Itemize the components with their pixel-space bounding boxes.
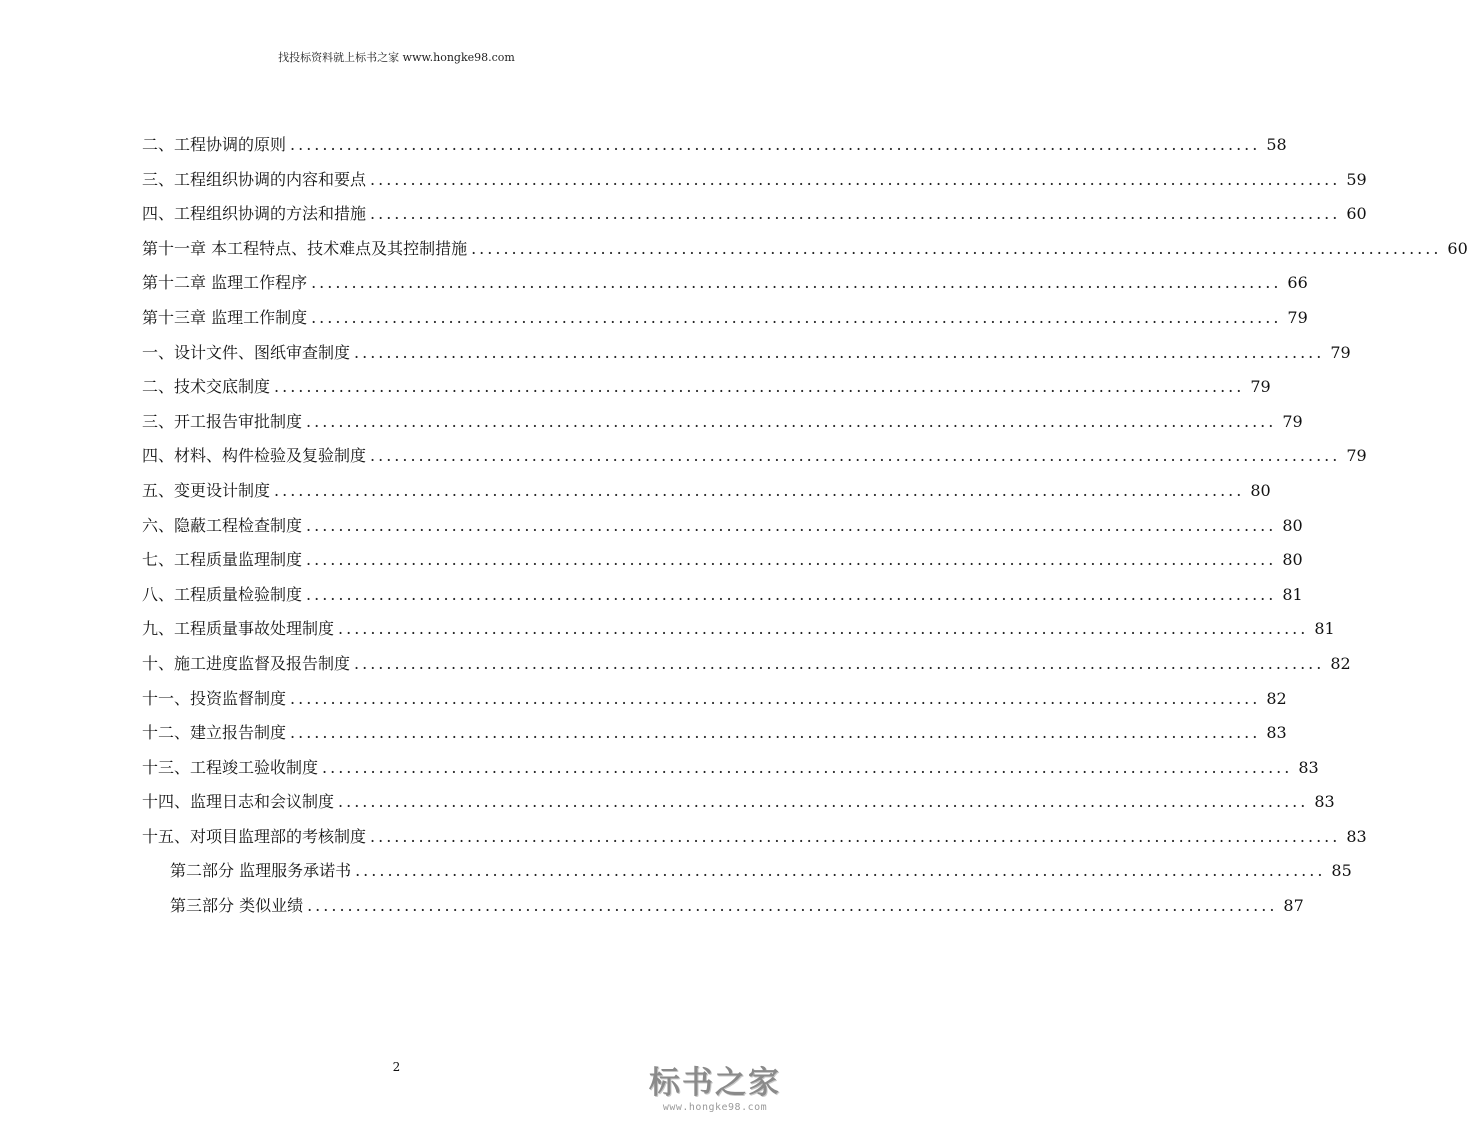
toc-entry-page: 60 bbox=[1447, 238, 1468, 258]
toc-entry-page: 79 bbox=[1287, 307, 1308, 327]
toc-entry-title: 九、工程质量事故处理制度 bbox=[142, 619, 335, 639]
toc-entry[interactable] bbox=[142, 716, 1287, 751]
toc-entry-title: 十四、监理日志和会议制度 bbox=[142, 792, 335, 812]
toc-entry-title: 四、工程组织协调的方法和措施 bbox=[142, 204, 367, 224]
toc-leader-dots: ........................................................................................................................ bbox=[322, 757, 1293, 777]
toc-leader-dots: ........................................................................................................................ bbox=[290, 688, 1261, 708]
toc-entry[interactable] bbox=[142, 785, 1335, 820]
toc-entry-title: 第二部分 监理服务承诺书 bbox=[170, 861, 352, 881]
toc-entry-title: 十二、建立报告制度 bbox=[142, 723, 287, 743]
toc-entry[interactable] bbox=[142, 439, 1367, 474]
toc-entry[interactable] bbox=[142, 854, 1352, 889]
toc-leader-dots: ........................................................................................................................ bbox=[370, 204, 1341, 224]
toc-leader-dots: ........................................................................................................................ bbox=[370, 826, 1341, 846]
toc-entry-title: 三、开工报告审批制度 bbox=[142, 411, 303, 431]
toc-entry-title: 第十二章 监理工作程序 bbox=[142, 273, 308, 293]
toc-entry-page: 82 bbox=[1330, 653, 1351, 673]
toc-entry-page: 60 bbox=[1346, 204, 1367, 224]
toc-entry[interactable] bbox=[142, 682, 1287, 717]
toc-entry-title: 十、施工进度监督及报告制度 bbox=[142, 653, 351, 673]
toc-entry-page: 80 bbox=[1282, 515, 1303, 535]
toc-entry[interactable] bbox=[142, 820, 1367, 855]
toc-entry[interactable] bbox=[142, 543, 1303, 578]
toc-entry[interactable] bbox=[142, 474, 1271, 509]
toc-leader-dots: ........................................................................................................................ bbox=[354, 342, 1325, 362]
toc-entry[interactable] bbox=[142, 889, 1304, 924]
toc-leader-dots: ........................................................................................................................ bbox=[370, 169, 1341, 189]
toc-entry-page: 59 bbox=[1346, 169, 1367, 189]
toc-entry-title: 第十三章 监理工作制度 bbox=[142, 307, 308, 327]
toc-entry-page: 79 bbox=[1282, 411, 1303, 431]
toc-entry[interactable] bbox=[142, 232, 1468, 267]
logo-url: www.hongke98.com bbox=[662, 1102, 768, 1113]
toc-entry-page: 58 bbox=[1266, 135, 1287, 154]
toc-leader-dots: ........................................................................................................................ bbox=[306, 515, 1277, 535]
toc-leader-dots: ........................................................................................................................ bbox=[290, 135, 1261, 154]
toc-entry-title: 五、变更设计制度 bbox=[142, 480, 271, 500]
toc-entry-title: 十一、投资监督制度 bbox=[142, 688, 287, 708]
toc-entry-page: 80 bbox=[1282, 550, 1303, 570]
toc-entry-title: 第十一章 本工程特点、技术难点及其控制措施 bbox=[142, 238, 468, 258]
toc-entry-page: 81 bbox=[1314, 619, 1335, 639]
table-of-contents bbox=[142, 128, 1468, 924]
toc-entry-page: 79 bbox=[1250, 377, 1271, 397]
toc-entry-title: 二、技术交底制度 bbox=[142, 377, 271, 397]
toc-entry-page: 79 bbox=[1346, 446, 1367, 466]
logo-text: 标书之家 bbox=[649, 1065, 781, 1101]
toc-entry[interactable] bbox=[142, 578, 1303, 613]
toc-entry-page: 82 bbox=[1266, 688, 1287, 708]
toc-leader-dots: ........................................................................................................................ bbox=[274, 377, 1245, 397]
toc-entry-page: 83 bbox=[1266, 723, 1287, 743]
toc-entry[interactable] bbox=[142, 370, 1271, 405]
toc-entry-page: 83 bbox=[1298, 757, 1319, 777]
toc-entry-title: 一、设计文件、图纸审查制度 bbox=[142, 342, 351, 362]
toc-entry-page: 83 bbox=[1314, 792, 1335, 812]
toc-leader-dots: ........................................................................................................................ bbox=[338, 792, 1309, 812]
toc-entry[interactable] bbox=[142, 336, 1351, 371]
toc-entry-page: 80 bbox=[1250, 480, 1271, 500]
toc-entry-title: 七、工程质量监理制度 bbox=[142, 550, 303, 570]
toc-entry[interactable] bbox=[142, 405, 1303, 440]
toc-entry-title: 十五、对项目监理部的考核制度 bbox=[142, 826, 367, 846]
toc-leader-dots: ........................................................................................................................ bbox=[311, 307, 1282, 327]
page-header: 找投标资料就上标书之家 www.hongke98.com bbox=[278, 51, 515, 64]
toc-entry-page: 85 bbox=[1331, 861, 1352, 881]
toc-leader-dots: ........................................................................................................................ bbox=[290, 723, 1261, 743]
toc-entry-page: 66 bbox=[1287, 273, 1308, 293]
toc-entry-title: 四、材料、构件检验及复验制度 bbox=[142, 446, 367, 466]
toc-entry[interactable] bbox=[142, 163, 1367, 198]
toc-entry[interactable] bbox=[142, 647, 1351, 682]
toc-entry[interactable] bbox=[142, 509, 1303, 544]
toc-entry[interactable] bbox=[142, 301, 1308, 336]
page-number: 2 bbox=[392, 1060, 401, 1074]
toc-entry-title: 六、隐蔽工程检查制度 bbox=[142, 515, 303, 535]
toc-leader-dots: ........................................................................................................................ bbox=[370, 446, 1341, 466]
toc-entry-title: 八、工程质量检验制度 bbox=[142, 584, 303, 604]
toc-entry-title: 二、工程协调的原则 bbox=[142, 135, 287, 154]
toc-entry-title: 第三部分 类似业绩 bbox=[170, 896, 304, 916]
toc-leader-dots: ........................................................................................................................ bbox=[274, 480, 1245, 500]
toc-leader-dots: ........................................................................................................................ bbox=[471, 238, 1442, 258]
watermark-logo bbox=[644, 1065, 786, 1117]
toc-entry-page: 81 bbox=[1282, 584, 1303, 604]
toc-leader-dots: ........................................................................................................................ bbox=[306, 584, 1277, 604]
toc-leader-dots: ........................................................................................................................ bbox=[306, 411, 1277, 431]
toc-leader-dots: ........................................................................................................................ bbox=[307, 896, 1278, 916]
toc-entry[interactable] bbox=[142, 612, 1335, 647]
toc-leader-dots: ........................................................................................................................ bbox=[355, 861, 1326, 881]
toc-entry[interactable] bbox=[142, 197, 1367, 232]
toc-entry[interactable] bbox=[142, 751, 1319, 786]
toc-leader-dots: ........................................................................................................................ bbox=[354, 653, 1325, 673]
toc-entry[interactable] bbox=[142, 266, 1308, 301]
toc-entry-page: 79 bbox=[1330, 342, 1351, 362]
toc-entry[interactable] bbox=[142, 128, 1287, 163]
toc-leader-dots: ........................................................................................................................ bbox=[311, 273, 1282, 293]
toc-leader-dots: ........................................................................................................................ bbox=[306, 550, 1277, 570]
toc-leader-dots: ........................................................................................................................ bbox=[338, 619, 1309, 639]
toc-entry-page: 87 bbox=[1283, 896, 1304, 916]
toc-entry-title: 十三、工程竣工验收制度 bbox=[142, 757, 319, 777]
toc-entry-title: 三、工程组织协调的内容和要点 bbox=[142, 169, 367, 189]
toc-entry-page: 83 bbox=[1346, 826, 1367, 846]
